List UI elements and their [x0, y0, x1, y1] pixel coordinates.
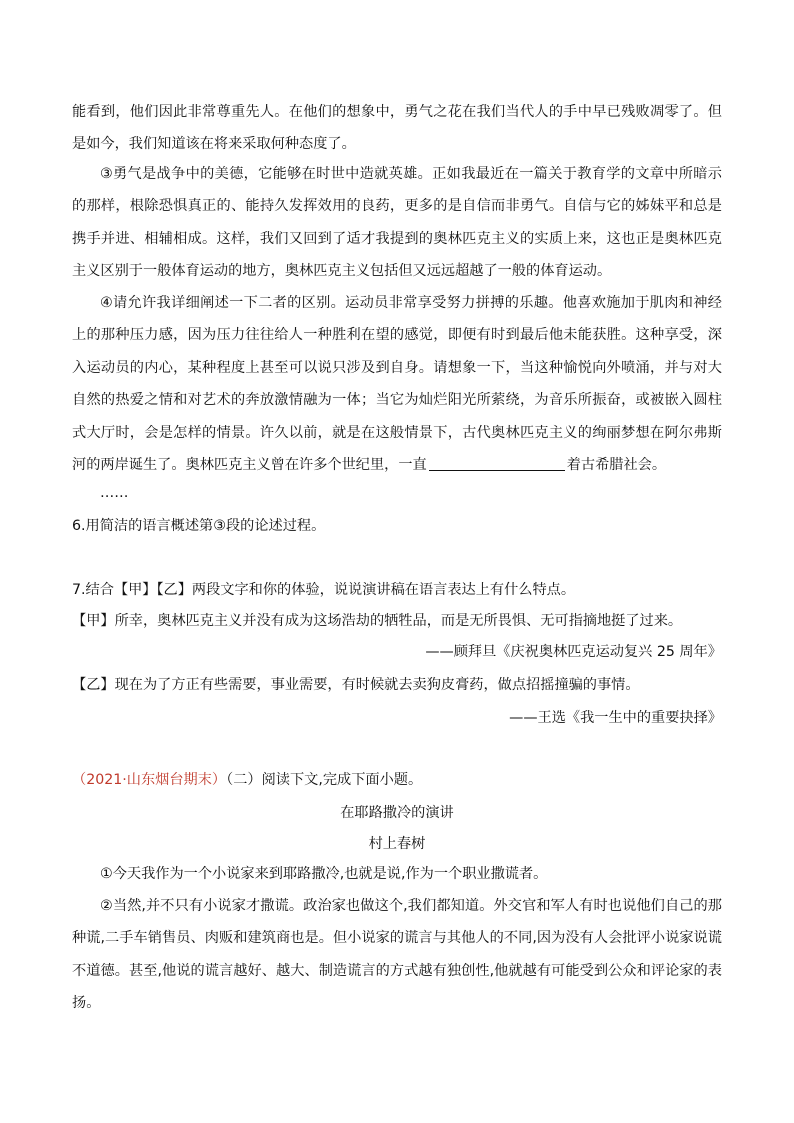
quote-yi: 【乙】现在为了方正有些需要，事业需要，有时候就去卖狗皮膏药，做点招摇撞骗的事情。	[72, 677, 640, 693]
speech-author: 村上春树	[368, 836, 426, 852]
section-intro: （二）阅读下文,完成下面小题。	[226, 772, 423, 788]
section-heading	[72, 770, 722, 790]
quote-jia: 【甲】所幸，奥林匹克主义并没有成为这场浩劫的牺牲品，而是无所畏惧、无可指摘地挺了过来。	[72, 613, 683, 629]
paragraph-4	[72, 287, 722, 481]
source-tag: （2021·山东烟台期末）	[72, 772, 227, 788]
question-7: 7.结合【甲】【乙】两段文字和你的体验，说说演讲稿在语言表达上有什么特点。	[72, 582, 576, 598]
question-6: 6.用简洁的语言概述第③段的论述过程。	[72, 518, 326, 534]
speech-paragraph-1: ①今天我作为一个小说家来到耶路撒冷,也就是说,作为一个职业撒谎者。	[100, 866, 548, 882]
paragraph-4-text: ④请允许我详细阐述一下二者的区别。运动员非常享受努力拼搏的乐趣。他喜欢施加于肌肉和神经上的那种压力感，因为压力往往给人一种胜利在望的感觉，即便有时到最后他未能获胜。这种享受，深入运动员的内心，某种程度上甚至可以说只涉及到自身。请想象一下，当这种愉悦向外喷涌，并与对大自然的热爱之情和对艺术的奔放激情融为一体；当它为灿烂阳光所萦绕，为音乐所振奋，或被嵌入圆柱式大厅时，会是怎样的情景。许久以前，就是在这般情景下，古代奥林匹克主义的绚丽梦想在阿尔弗斯河的两岸诞生了。奥林匹克主义曾在许多个世纪里，一直	[72, 295, 722, 474]
paragraph-continued: 能看到，他们因此非常尊重先人。在他们的想象中，勇气之花在我们当代人的手中早已残败凋零了。但是如今，我们知道该在将来采取何种态度了。	[72, 104, 722, 153]
quote-yi-source: ——王选《我一生中的重要抉择》	[509, 710, 722, 726]
speech-paragraph-2: ②当然,并不只有小说家才撒谎。政治家也做这个,我们都知道。外交官和军人有时也说他们自己的那种谎,二手车销售员、肉贩和建筑商也是。但小说家的谎言与其他人的不同,因为没有人会批评小说家说谎不道德。甚至,他说的谎言越好、越大、制造谎言的方式越有独创性,他就越有可能受到公众和评论家的表扬。	[72, 898, 722, 1012]
paragraph-4-end: 着古希腊社会。	[566, 457, 667, 474]
paragraph-3: ③勇气是战争中的美德，它能够在时世中造就英雄。正如我最近在一篇关于教育学的文章中所暗示的那样，根除恐惧真正的、能持久发挥效用的良药，更多的是自信而非勇气。自信与它的姊妹平和总是携手并进、相辅相成。这样，我们又回到了适才我提到的奥林匹克主义的实质上来，这也正是奥林匹克主义区别于一般体育运动的地方，奥林匹克主义包括但又远远超越了一般的体育运动。	[72, 166, 722, 280]
ellipsis: ……	[100, 485, 129, 501]
quote-jia-source: ——顾拜旦《庆祝奥林匹克运动复兴 25 周年》	[425, 644, 722, 660]
fill-in-blank[interactable]	[429, 456, 565, 471]
speech-title: 在耶路撒冷的演讲	[340, 805, 454, 821]
